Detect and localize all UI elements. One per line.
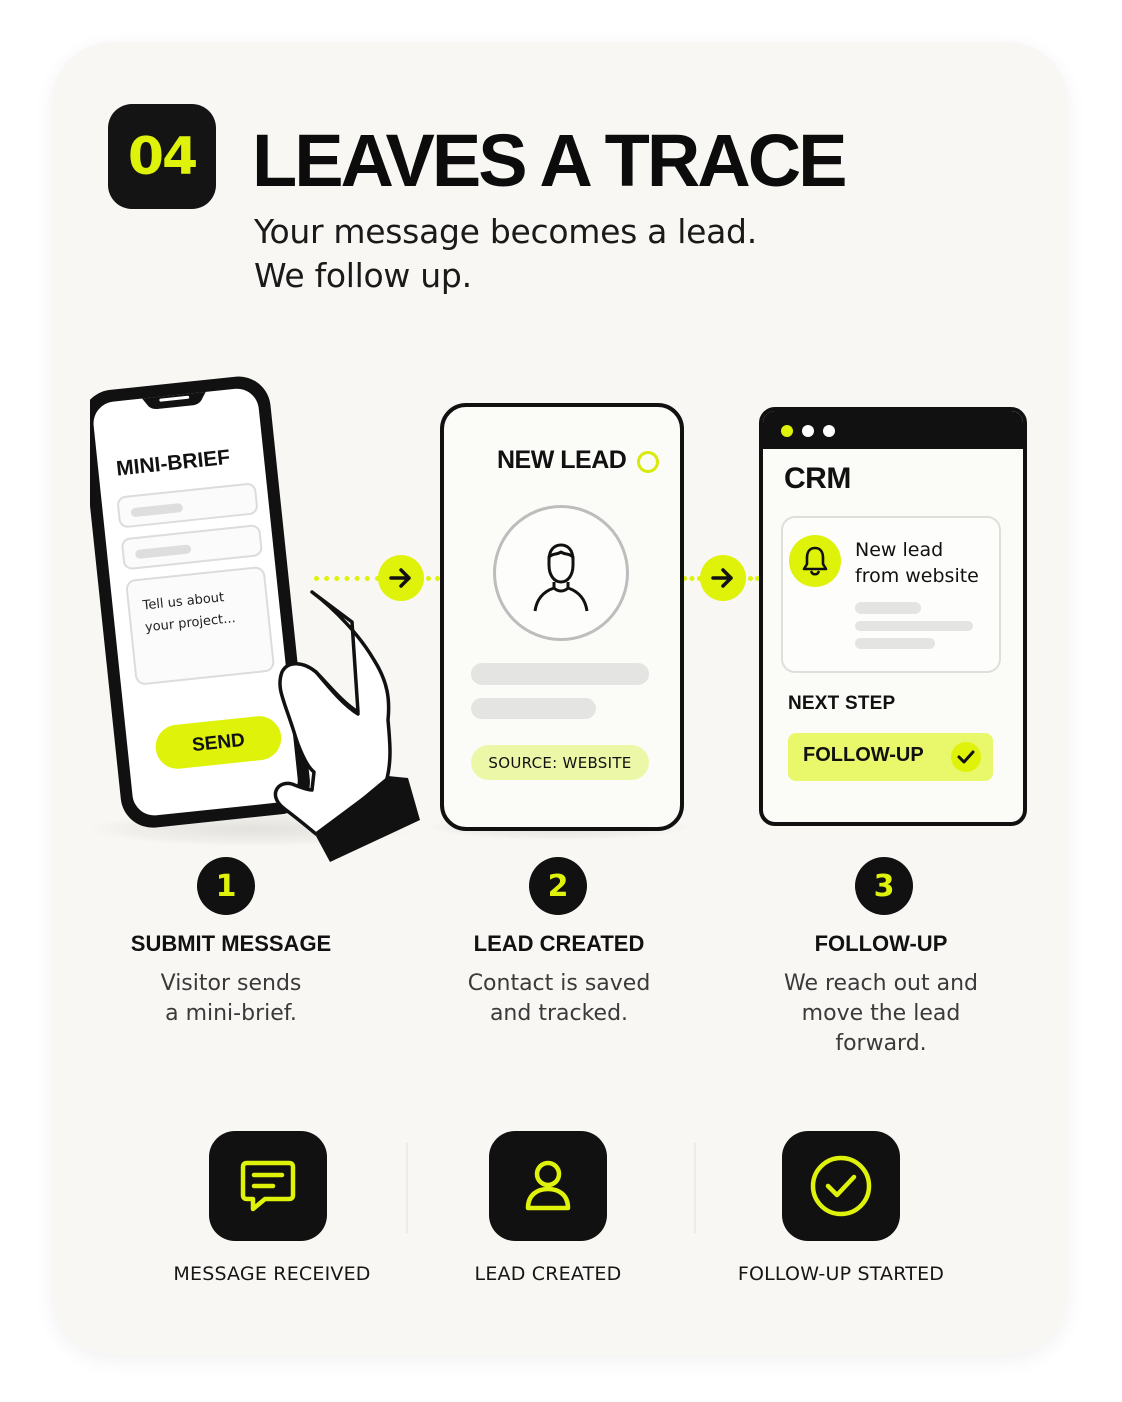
window-dot-icon	[823, 425, 835, 437]
crm-title: CRM	[784, 462, 851, 495]
step-title: SUBMIT MESSAGE	[130, 931, 332, 956]
hand	[275, 592, 420, 862]
window-dot-icon	[781, 425, 793, 437]
phone-form-title: MINI-BRIEF	[115, 445, 232, 481]
arrow-connector	[378, 555, 424, 601]
notification-line: New lead	[855, 539, 944, 561]
status-tile	[782, 1131, 900, 1241]
subtitle-line: We follow up.	[254, 256, 472, 295]
phone-device	[90, 373, 313, 830]
step-description	[731, 969, 1031, 1059]
check-circle-icon	[806, 1151, 876, 1221]
step-number: 04	[127, 126, 197, 187]
step-description-line: a mini-brief.	[165, 1001, 297, 1026]
placeholder-bar	[855, 621, 973, 631]
notification-text	[855, 537, 979, 589]
arrow-right-icon	[388, 567, 414, 589]
status-ring-icon	[637, 451, 659, 473]
step-description-line: and tracked.	[489, 1001, 629, 1026]
step-description	[81, 969, 381, 1029]
status-label: MESSAGE RECEIVED	[173, 1263, 371, 1285]
arrow-connector	[700, 555, 746, 601]
step-number: 2	[547, 868, 569, 904]
avatar	[493, 505, 629, 641]
follow-up-label: FOLLOW-UP	[803, 744, 924, 766]
divider	[406, 1143, 408, 1233]
placeholder-bar	[471, 663, 649, 685]
step-number: 1	[215, 868, 237, 904]
step-description-line: Contact is saved	[467, 971, 651, 996]
arrow-right-icon	[710, 567, 736, 589]
person-icon	[519, 531, 603, 615]
step-description	[409, 969, 709, 1029]
step-title: FOLLOW-UP	[814, 931, 948, 956]
connector-line	[426, 576, 440, 581]
connector-line	[682, 576, 702, 581]
page-title: LEAVES A TRACE	[252, 119, 845, 202]
status-label: LEAD CREATED	[474, 1263, 622, 1285]
message-icon	[235, 1153, 301, 1219]
new-lead-title: NEW LEAD	[497, 446, 627, 474]
step-number-badge	[855, 857, 913, 915]
step-number-badge	[108, 104, 216, 209]
user-icon	[515, 1153, 581, 1219]
subtitle	[254, 210, 757, 298]
divider	[694, 1143, 696, 1233]
crm-titlebar	[763, 411, 1023, 449]
placeholder-bar	[855, 602, 921, 614]
step-number: 3	[873, 868, 895, 904]
send-button-label: SEND	[191, 729, 246, 757]
status-tile	[489, 1131, 607, 1241]
textarea-line: your project...	[144, 611, 237, 636]
next-step-label: NEXT STEP	[788, 693, 896, 714]
step-description-line: forward.	[835, 1031, 927, 1056]
source-badge	[471, 745, 649, 780]
placeholder-bar	[855, 638, 935, 649]
status-label: FOLLOW-UP STARTED	[737, 1263, 945, 1285]
notification-line: from website	[855, 565, 979, 587]
step-number-badge	[529, 857, 587, 915]
source-label: SOURCE: WEBSITE	[488, 753, 632, 772]
bell-badge	[789, 535, 841, 587]
connector-line	[314, 576, 380, 581]
step-title: LEAD CREATED	[473, 931, 645, 956]
window-dot-icon	[802, 425, 814, 437]
step-number-badge	[197, 857, 255, 915]
step-description-line: Visitor sends	[160, 971, 302, 996]
bell-icon	[800, 545, 830, 577]
placeholder-bar	[471, 698, 596, 719]
step-description-line: We reach out and	[783, 971, 978, 996]
textarea-line: Tell us about	[141, 590, 225, 614]
check-badge	[951, 742, 981, 772]
status-tile	[209, 1131, 327, 1241]
check-icon	[957, 749, 975, 765]
step-description-line: move the lead	[801, 1001, 961, 1026]
subtitle-line: Your message becomes a lead.	[254, 212, 757, 251]
phone-illustration	[90, 370, 430, 870]
